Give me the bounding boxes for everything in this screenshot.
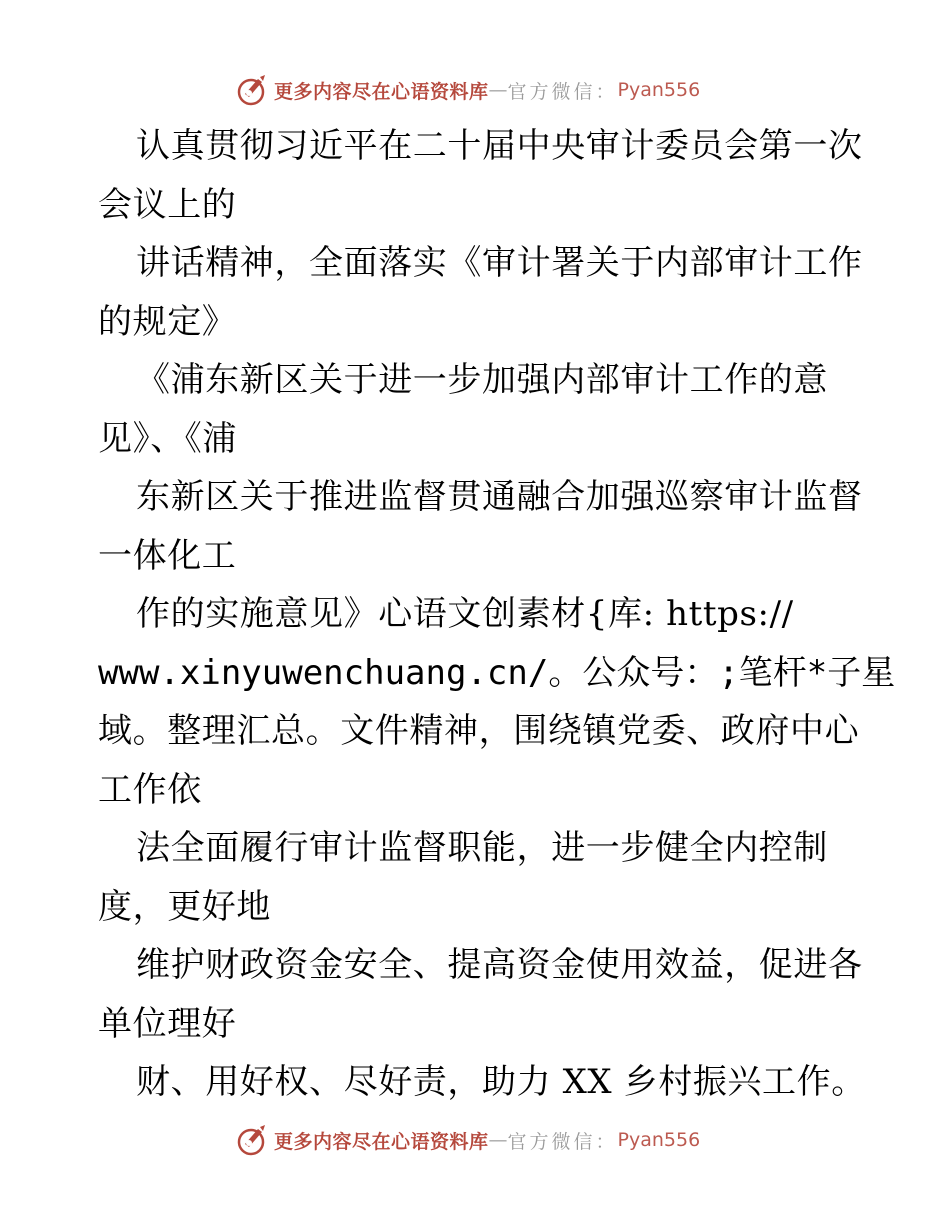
paragraph-line: 域。整理汇总。文件精神，围绕镇党委、政府中心: [98, 711, 860, 751]
paragraph-line: 作的实施意见》心语文创素材{库: https://: [136, 594, 794, 634]
paragraph-line: 的规定》: [98, 301, 237, 342]
watermark-handle: Pyan556: [617, 79, 701, 101]
paragraph-line: www.xinyuwenchuang.cn/。公众号：;笔杆*子星: [98, 652, 896, 693]
paragraph-line: 讲话精神，全面落实《审计署关于内部审计工作: [136, 243, 863, 283]
document-body: [98, 117, 896, 1112]
paragraph-line: 见》、《浦: [98, 418, 237, 459]
logo-icon: [236, 1123, 270, 1157]
paragraph-line: 一体化工: [98, 535, 237, 576]
footer-watermark: [236, 1123, 700, 1157]
watermark-official-label: 官方微信：: [507, 80, 618, 103]
watermark-text: 更多内容尽在心语资料库: [274, 1130, 489, 1153]
paragraph-line: 认真贯彻习近平在二十届中央审计委员会第一次: [136, 126, 863, 166]
watermark-dash: —: [488, 79, 508, 101]
paragraph-line: 度，更好地: [98, 886, 271, 927]
paragraph-line: 工作依: [98, 769, 202, 810]
watermark-handle: Pyan556: [617, 1129, 701, 1151]
paragraph-line: 法全面履行审计监督职能，进一步健全内控制: [136, 828, 828, 868]
paragraph-line: 财、用好权、尽好责，助力 XX 乡村振兴工作。: [136, 1062, 866, 1102]
header-watermark: [236, 73, 700, 107]
paragraph-line: 《浦东新区关于进一步加强内部审计工作的意: [136, 360, 828, 400]
watermark-dash: —: [488, 1129, 508, 1151]
paragraph-line: 维护财政资金安全、提高资金使用效益，促进各: [136, 945, 863, 985]
paragraph-line: 单位理好: [98, 1003, 237, 1044]
watermark-official-label: 官方微信：: [507, 1130, 618, 1153]
logo-icon: [236, 73, 270, 107]
watermark-text: 更多内容尽在心语资料库: [274, 80, 489, 103]
paragraph-line: 东新区关于推进监督贯通融合加强巡察审计监督: [136, 477, 863, 517]
paragraph-line: 会议上的: [98, 184, 237, 225]
